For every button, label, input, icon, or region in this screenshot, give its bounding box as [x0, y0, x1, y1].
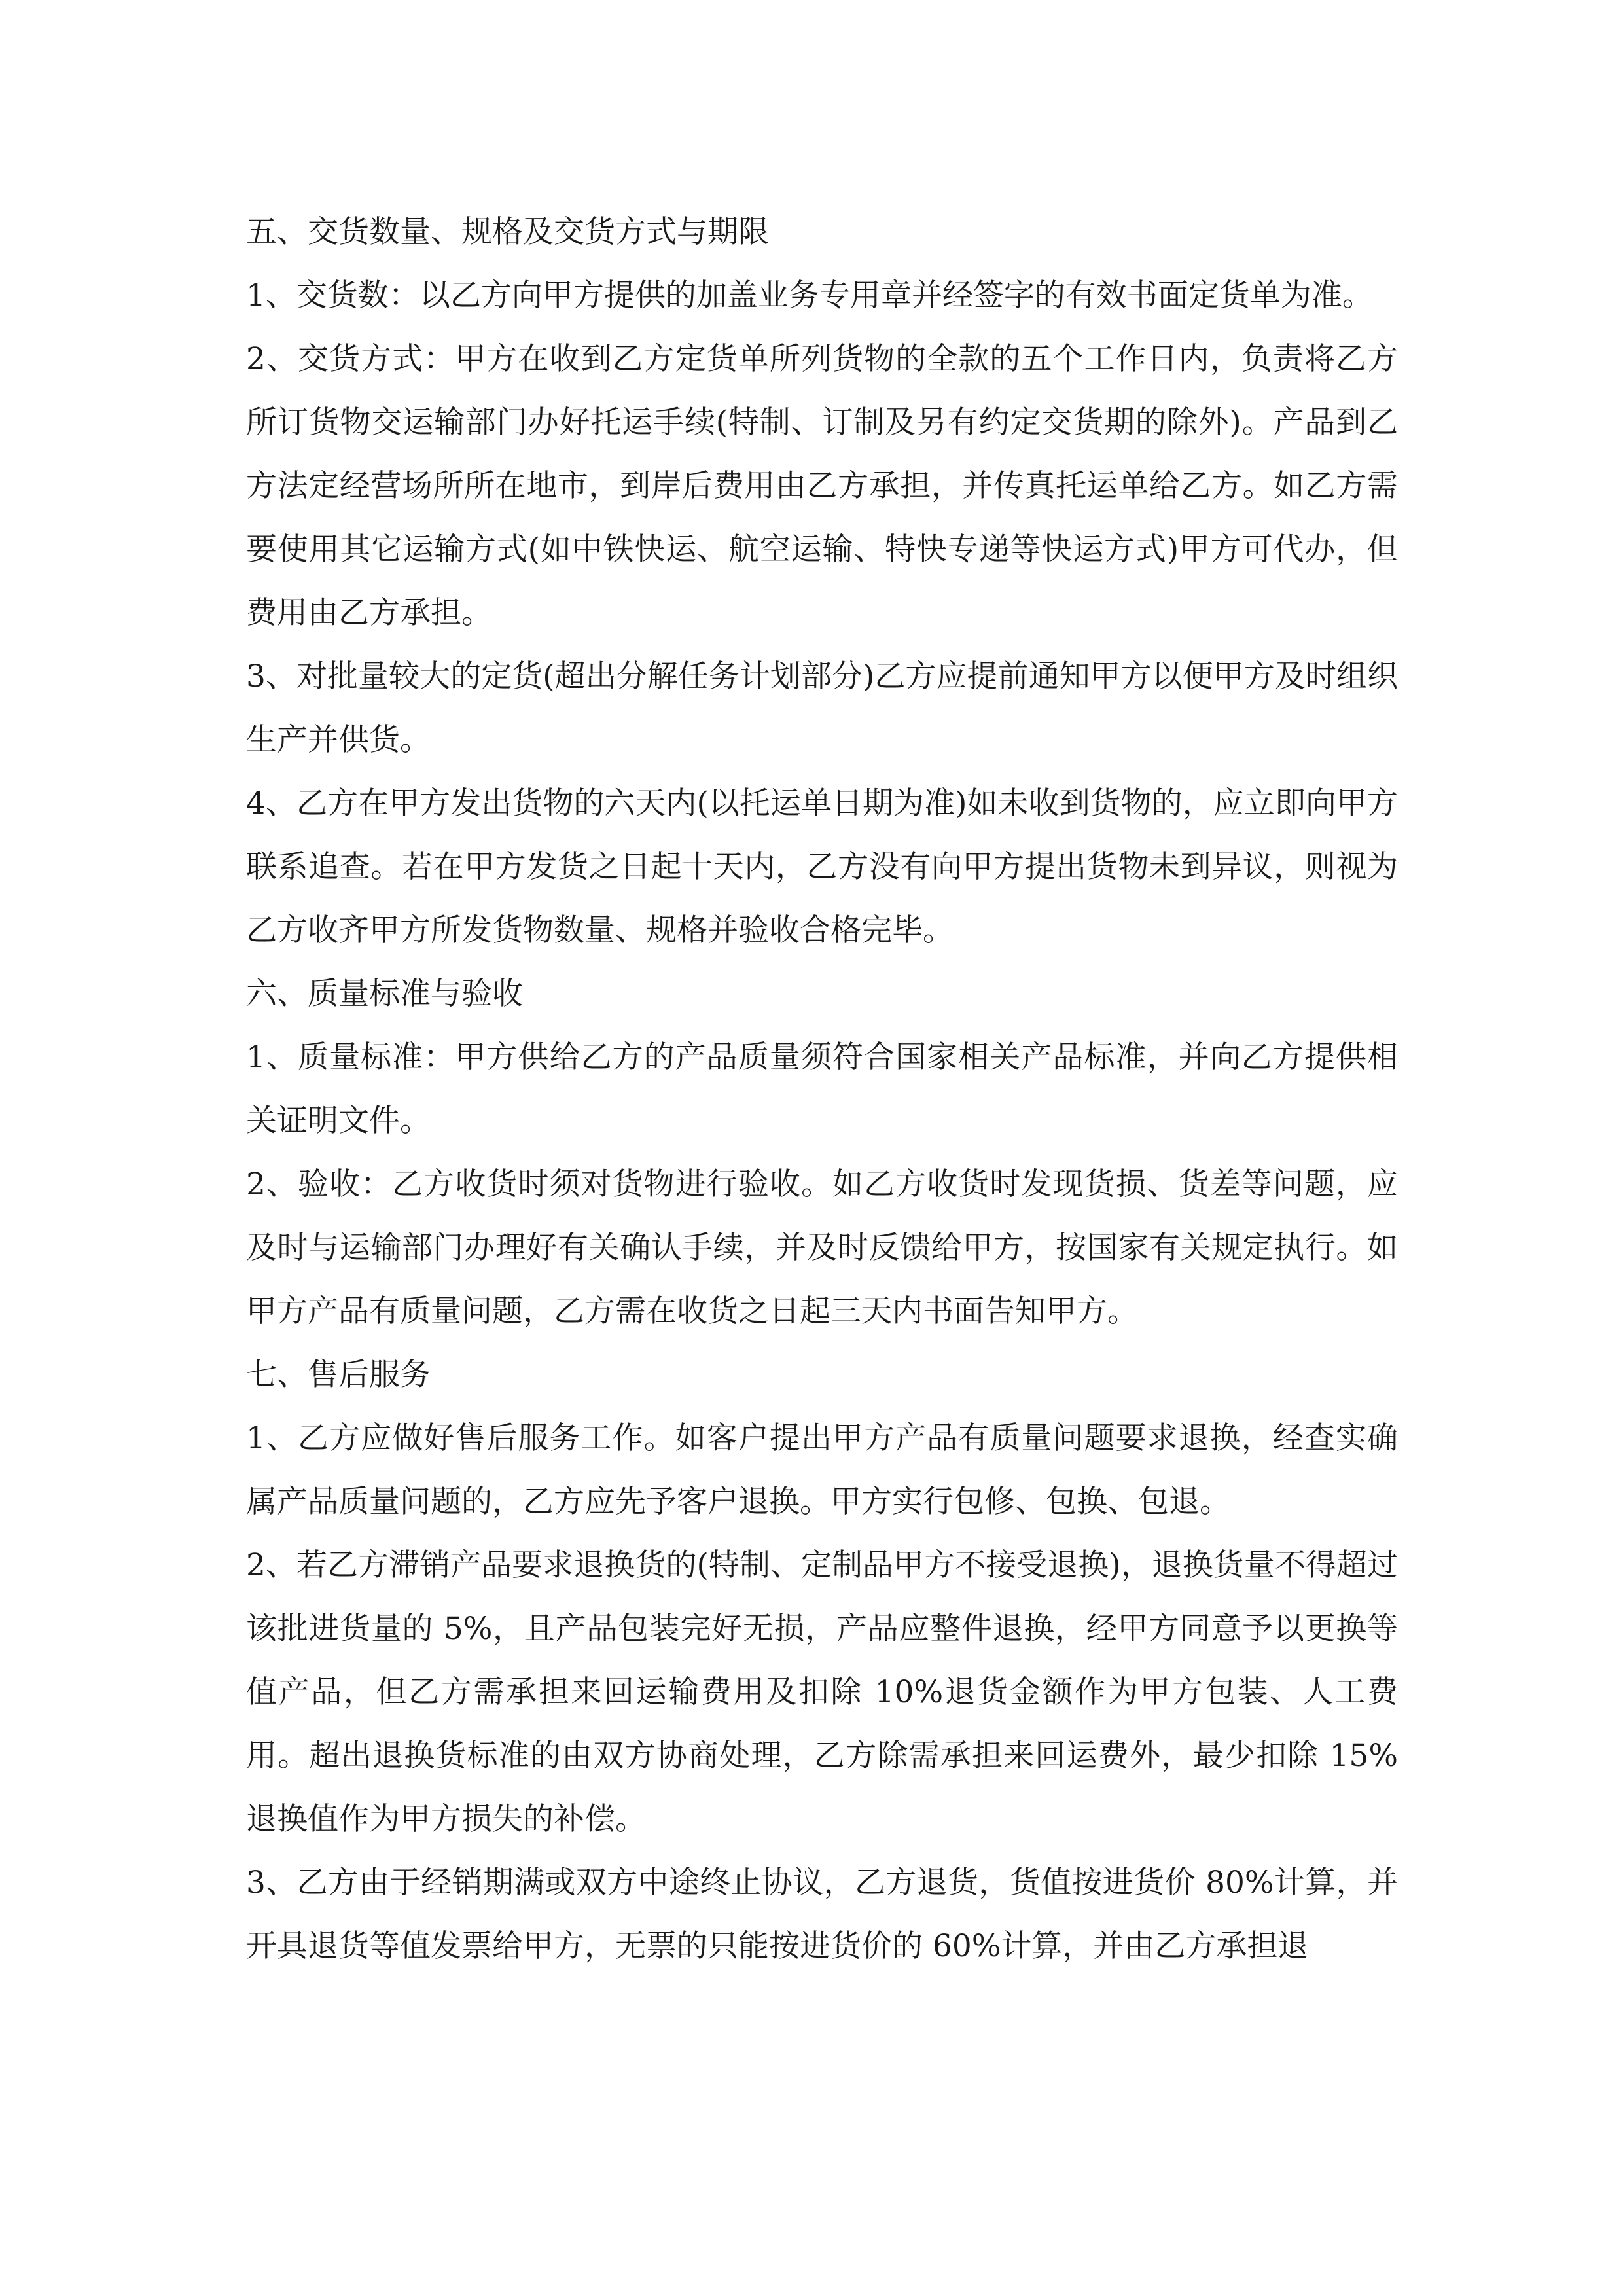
section-heading-after-sales: 七、售后服务 [246, 1357, 431, 1393]
clause-returns-termination: 3、乙方由于经销期满或双方中途终止协议，乙方退货，货值按进货价 80%计算，并开具退货等值发票给甲方，无票的只能按进货价的 60%计算，并由乙方承担退 [246, 1865, 1398, 1964]
clause-quality-standard: 1、质量标准：甲方供给乙方的产品质量须符合国家相关产品标准，并向乙方提供相关证明文件。 [246, 1039, 1398, 1139]
clause-bulk-orders: 3、对批量较大的定货(超出分解任务计划部分)乙方应提前通知甲方以便甲方及时组织生产并供货。 [246, 658, 1398, 758]
section-heading-delivery: 五、交货数量、规格及交货方式与期限 [246, 214, 769, 250]
clause-delivery-quantity: 1、交货数：以乙方向甲方提供的加盖业务专用章并经签字的有效书面定货单为准。 [246, 278, 1373, 314]
section-heading-quality: 六、质量标准与验收 [246, 976, 523, 1012]
clause-after-sales-service: 1、乙方应做好售后服务工作。如客户提出甲方产品有质量问题要求退换，经查实确属产品质量问题的，乙方应先予客户退换。甲方实行包修、包换、包退。 [246, 1420, 1398, 1520]
clause-receipt-tracking: 4、乙方在甲方发出货物的六天内(以托运单日期为准)如未收到货物的，应立即向甲方联系追查。若在甲方发货之日起十天内，乙方没有向甲方提出货物未到异议，则视为乙方收齐甲方所发货物数量、规格并验收合格完毕。 [246, 785, 1398, 948]
clause-delivery-method: 2、交货方式：甲方在收到乙方定货单所列货物的全款的五个工作日内，负责将乙方所订货物交运输部门办好托运手续(特制、订制及另有约定交货期的除外)。产品到乙方法定经营场所所在地市，到岸后费用由乙方承担，并传真托运单给乙方。如乙方需要使用其它运输方式(如中铁快运、航空运输、特快专递等快运方式)甲方可代办，但费用由乙方承担。 [246, 341, 1398, 631]
clause-acceptance: 2、验收：乙方收货时须对货物进行验收。如乙方收货时发现货损、货差等问题，应及时与运输部门办理好有关确认手续，并及时反馈给甲方，按国家有关规定执行。如甲方产品有质量问题，乙方需在收货之日起三天内书面告知甲方。 [246, 1166, 1398, 1329]
clause-returns-unsold: 2、若乙方滞销产品要求退换货的(特制、定制品甲方不接受退换)，退换货量不得超过该批进货量的 5%，且产品包装完好无损，产品应整件退换，经甲方同意予以更换等值产品，但乙方需承担来回运输费用及扣除 10%退货金额作为甲方包装、人工费用。超出退换货标准的由双方协商处理，乙方除需承担来回运费外，最少扣除 15%退换值作为甲方损失的补偿。 [246, 1547, 1398, 1837]
document-body [246, 200, 1398, 1978]
